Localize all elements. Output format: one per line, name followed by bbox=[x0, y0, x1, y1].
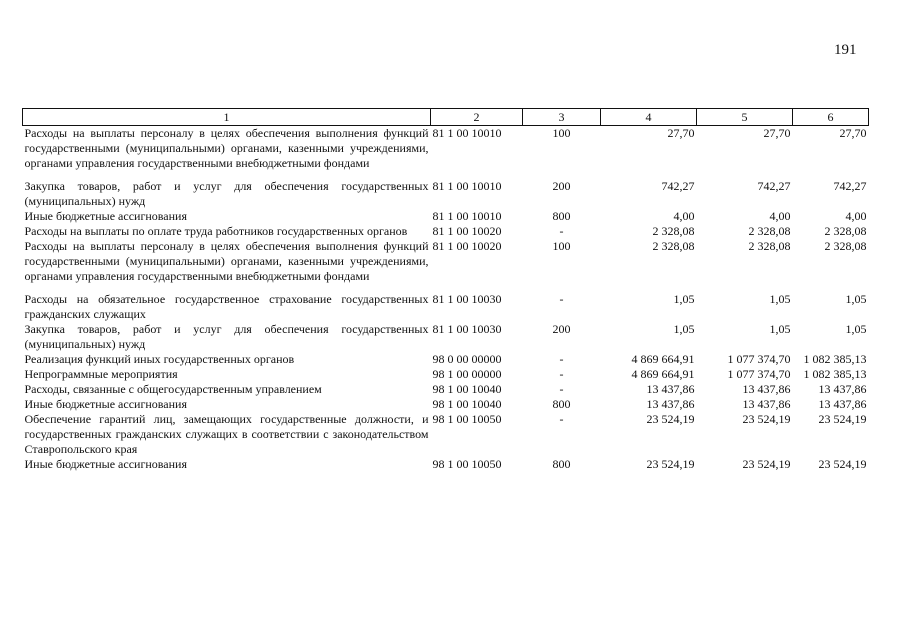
cell-target-code: 98 0 00 00000 bbox=[432, 352, 502, 366]
table-row bbox=[23, 179, 869, 209]
cell-target-code: 81 1 00 10030 bbox=[432, 322, 502, 336]
cell-amount-col4: 4,00 bbox=[673, 209, 695, 223]
cell-expense-name: Иные бюджетные ассигнования bbox=[24, 209, 187, 223]
cell-expense-name: Иные бюджетные ассигнования bbox=[24, 397, 187, 411]
cell-amount-col5: 1,05 bbox=[769, 322, 791, 336]
cell-amount-col4: 23 524,19 bbox=[646, 457, 695, 471]
table-row bbox=[23, 239, 869, 292]
cell-amount-col6: 23 524,19 bbox=[818, 412, 867, 426]
cell-amount-col5: 1 077 374,70 bbox=[727, 367, 791, 381]
cell-target-code: 81 1 00 10030 bbox=[432, 292, 502, 306]
cell-amount-col5: 23 524,19 bbox=[742, 457, 791, 471]
cell-expense-type: - bbox=[559, 352, 564, 366]
cell-amount-col5: 13 437,86 bbox=[742, 397, 791, 411]
cell-amount-col6: 2 328,08 bbox=[824, 224, 867, 238]
table-row bbox=[23, 322, 869, 352]
table-row bbox=[23, 126, 869, 180]
cell-expense-name: Расходы на выплаты по оплате труда работников государственных органов bbox=[24, 224, 408, 238]
cell-expense-name: Обеспечение гарантий лиц, замещающих государственные должности, и государственных гражданских служащих в соответствии с законодательством Ставропольского края bbox=[24, 412, 429, 456]
table-row bbox=[23, 367, 869, 382]
cell-expense-type: - bbox=[559, 367, 564, 381]
cell-amount-col4: 27,70 bbox=[667, 126, 695, 140]
cell-amount-col6: 742,27 bbox=[833, 179, 867, 193]
cell-amount-col6: 1,05 bbox=[845, 322, 867, 336]
cell-target-code: 98 1 00 10040 bbox=[432, 397, 502, 411]
cell-target-code: 81 1 00 10010 bbox=[432, 126, 502, 140]
cell-amount-col6: 23 524,19 bbox=[818, 457, 867, 471]
column-header-3: 3 bbox=[523, 109, 601, 126]
cell-amount-col6: 4,00 bbox=[845, 209, 867, 223]
cell-expense-name: Реализация функций иных государственных органов bbox=[24, 352, 295, 366]
cell-expense-name: Расходы, связанные с общегосударственным управлением bbox=[24, 382, 322, 396]
cell-expense-name: Расходы на обязательное государственное страхование государственных гражданских служащих bbox=[24, 292, 429, 321]
cell-amount-col5: 13 437,86 bbox=[742, 382, 791, 396]
cell-amount-col6: 1,05 bbox=[845, 292, 867, 306]
table-header-row bbox=[23, 109, 869, 126]
cell-amount-col6: 1 082 385,13 bbox=[803, 367, 867, 381]
cell-amount-col5: 23 524,19 bbox=[742, 412, 791, 426]
table-row bbox=[23, 412, 869, 457]
cell-expense-type: - bbox=[559, 224, 564, 238]
column-header-5: 5 bbox=[697, 109, 793, 126]
cell-amount-col6: 2 328,08 bbox=[824, 239, 867, 253]
cell-amount-col4: 4 869 664,91 bbox=[631, 367, 695, 381]
page-number: 191 bbox=[834, 42, 857, 58]
budget-table bbox=[22, 108, 869, 472]
cell-amount-col4: 13 437,86 bbox=[646, 382, 695, 396]
cell-amount-col5: 1,05 bbox=[769, 292, 791, 306]
cell-amount-col4: 2 328,08 bbox=[652, 239, 695, 253]
cell-amount-col4: 13 437,86 bbox=[646, 397, 695, 411]
cell-expense-type: - bbox=[559, 382, 564, 396]
cell-amount-col5: 742,27 bbox=[757, 179, 791, 193]
cell-expense-type: 100 bbox=[552, 126, 571, 140]
cell-target-code: 81 1 00 10020 bbox=[432, 224, 502, 238]
table-row bbox=[23, 382, 869, 397]
cell-target-code: 98 1 00 10050 bbox=[432, 412, 502, 426]
table-body bbox=[23, 126, 869, 473]
column-header-2: 2 bbox=[431, 109, 523, 126]
cell-amount-col5: 2 328,08 bbox=[748, 224, 791, 238]
table-row bbox=[23, 457, 869, 472]
cell-expense-name: Иные бюджетные ассигнования bbox=[24, 457, 187, 471]
cell-amount-col4: 1,05 bbox=[673, 322, 695, 336]
cell-amount-col4: 4 869 664,91 bbox=[631, 352, 695, 366]
cell-amount-col4: 742,27 bbox=[661, 179, 695, 193]
cell-amount-col5: 4,00 bbox=[769, 209, 791, 223]
cell-target-code: 81 1 00 10010 bbox=[432, 179, 502, 193]
column-header-4: 4 bbox=[601, 109, 697, 126]
cell-amount-col4: 23 524,19 bbox=[646, 412, 695, 426]
cell-expense-name: Непрограммные мероприятия bbox=[24, 367, 178, 381]
cell-expense-type: - bbox=[559, 292, 564, 306]
cell-expense-name: Закупка товаров, работ и услуг для обеспечения государственных (муниципальных) нужд bbox=[24, 179, 429, 208]
table-row bbox=[23, 292, 869, 322]
cell-amount-col5: 1 077 374,70 bbox=[727, 352, 791, 366]
table-row bbox=[23, 397, 869, 412]
cell-amount-col6: 13 437,86 bbox=[818, 382, 867, 396]
table-row bbox=[23, 352, 869, 367]
cell-amount-col6: 27,70 bbox=[839, 126, 867, 140]
cell-target-code: 81 1 00 10020 bbox=[432, 239, 502, 253]
cell-expense-type: 800 bbox=[552, 397, 571, 411]
cell-expense-name: Расходы на выплаты персоналу в целях обеспечения выполнения функций государственными (муниципальными) органами, казенными учреждениями, органами управления государственными внебюджетными фондами bbox=[24, 126, 429, 170]
table-row bbox=[23, 224, 869, 239]
cell-amount-col4: 1,05 bbox=[673, 292, 695, 306]
cell-expense-type: 100 bbox=[552, 239, 571, 253]
cell-expense-type: - bbox=[559, 412, 564, 426]
column-header-1: 1 bbox=[23, 109, 431, 126]
cell-amount-col5: 27,70 bbox=[763, 126, 791, 140]
cell-amount-col6: 1 082 385,13 bbox=[803, 352, 867, 366]
cell-amount-col6: 13 437,86 bbox=[818, 397, 867, 411]
cell-expense-type: 800 bbox=[552, 209, 571, 223]
cell-expense-name: Расходы на выплаты персоналу в целях обеспечения выполнения функций государственными (муниципальными) органами, казенными учреждениями, органами управления государственными внебюджетными фондами bbox=[24, 239, 429, 283]
cell-target-code: 98 1 00 10050 bbox=[432, 457, 502, 471]
column-header-6: 6 bbox=[793, 109, 869, 126]
cell-amount-col5: 2 328,08 bbox=[748, 239, 791, 253]
table-row bbox=[23, 209, 869, 224]
cell-target-code: 98 1 00 00000 bbox=[432, 367, 502, 381]
cell-expense-name: Закупка товаров, работ и услуг для обеспечения государственных (муниципальных) нужд bbox=[24, 322, 429, 351]
cell-expense-type: 200 bbox=[552, 322, 571, 336]
cell-expense-type: 800 bbox=[552, 457, 571, 471]
cell-amount-col4: 2 328,08 bbox=[652, 224, 695, 238]
cell-target-code: 81 1 00 10010 bbox=[432, 209, 502, 223]
cell-target-code: 98 1 00 10040 bbox=[432, 382, 502, 396]
cell-expense-type: 200 bbox=[552, 179, 571, 193]
